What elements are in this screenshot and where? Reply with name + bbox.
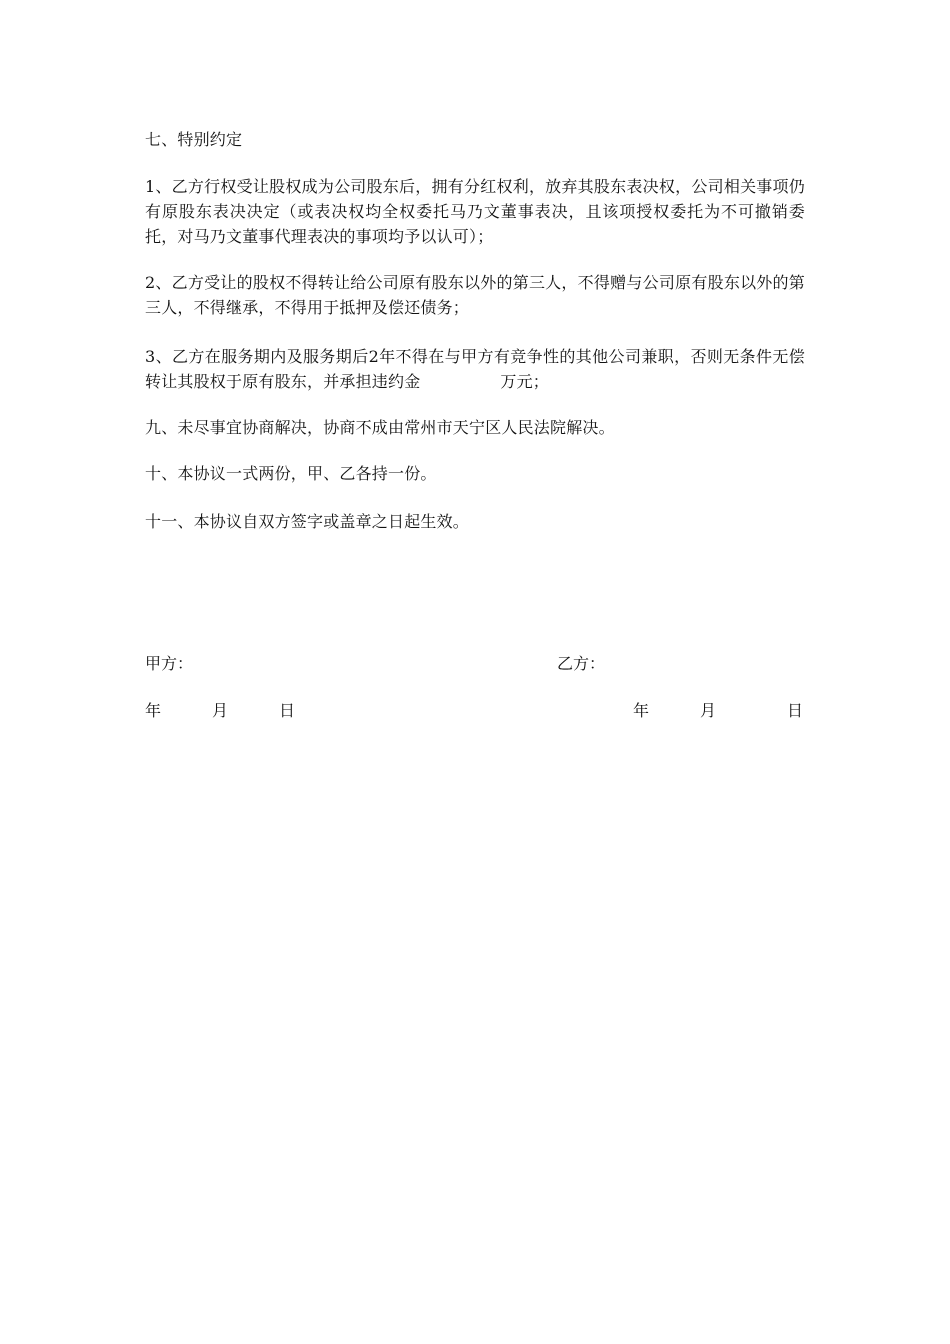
party-b-date-day: 日 (787, 701, 804, 720)
clause-2: 2、乙方受让的股权不得转让给公司原有股东以外的第三人，不得赠与公司原有股东以外的第三人，不得继承，不得用于抵押及偿还债务； (145, 273, 805, 317)
party-b-date-year: 年 (633, 701, 650, 720)
party-a-date-day: 日 (279, 701, 296, 720)
party-a-date-year: 年 (145, 701, 162, 720)
clause-3-unit: 万元； (500, 372, 550, 391)
section-title: 七、特别约定 (145, 130, 243, 149)
article-11: 十一、本协议自双方签字或盖章之日起生效。 (145, 512, 470, 531)
party-a-date-month: 月 (212, 701, 229, 720)
article-10: 十、本协议一式两份，甲、乙各持一份。 (145, 464, 437, 483)
article-9: 九、未尽事宜协商解决，协商不成由常州市天宁区人民法院解决。 (145, 418, 615, 437)
clause-3-text: 3、乙方在服务期内及服务期后2年不得在与甲方有竞争性的其他公司兼职，否则无条件无偿转让其股权于原有股东，并承担违约金 (145, 347, 805, 391)
clause-3 (145, 344, 805, 394)
clause-1: 1、乙方行权受让股权成为公司股东后，拥有分红权利，放弃其股东表决权，公司相关事项仍有原股东表决决定（或表决权均全权委托马乃文董事表决，且该项授权委托为不可撤销委托，对马乃文董事代理表决的事项均予以认可）； (145, 177, 805, 246)
party-b-label: 乙方： (557, 654, 606, 673)
party-b-date-month: 月 (700, 701, 717, 720)
party-a-label: 甲方： (145, 654, 194, 673)
